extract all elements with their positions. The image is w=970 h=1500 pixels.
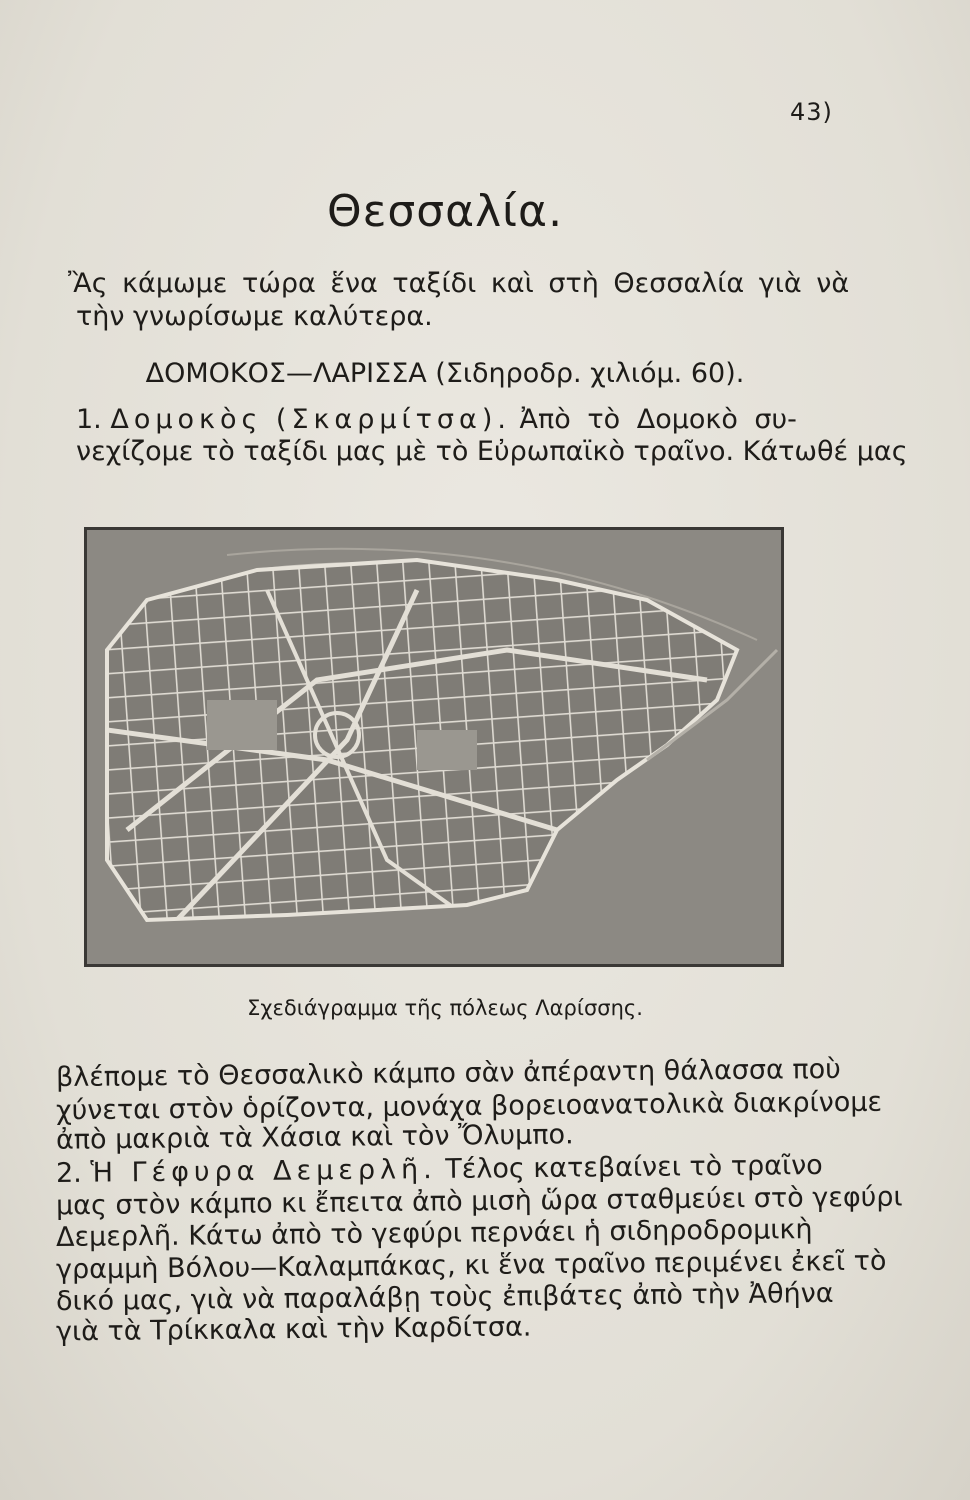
section-1-line-1 — [76, 404, 797, 436]
intro-line-1: Ἂς κάμωμε τώρα ἕνα ταξίδι καὶ στὴ Θεσσαλία γιὰ νὰ — [68, 268, 850, 299]
section-2-line-5: δικό μας, γιὰ νὰ παραλάβῃ τοὺς ἐπιβάτες ἀπὸ τὴν Ἀθήνα — [55, 1277, 834, 1318]
section-1-name: Δομοκὸς (Σκαρμίτσα). — [110, 404, 511, 435]
section-1-number: 1. — [76, 404, 102, 435]
section-2-text: Τέλος κατεβαίνει τὸ τραῖνο — [445, 1149, 823, 1185]
continuation-line-3: ἀπὸ μακριὰ τὰ Χάσια καὶ τὸν Ὄλυμπο. — [55, 1119, 574, 1156]
section-1-line-2: νεχίζομε τὸ ταξίδι μας μὲ τὸ Εὐρωπαϊκὸ τραῖνο. Κάτωθέ μας — [76, 436, 908, 467]
section-2-line-4: γραμμὴ Βόλου—Καλαμπάκας, κι ἕνα τραῖνο περιμένει ἐκεῖ τὸ — [55, 1245, 887, 1286]
continuation-line-1: βλέπομε τὸ Θεσσαλικὸ κάμπο σὰν ἀπέραντη θάλασσα ποὺ — [55, 1053, 841, 1094]
intro-line-2: τὴν γνωρίσωμε καλύτερα. — [76, 301, 433, 332]
page-number: 43) — [790, 98, 833, 126]
larissa-city-plan-image — [84, 527, 784, 967]
continuation-line-2: χύνεται στὸν ὁρίζοντα, μονάχα βορειοανατολικὰ διακρίνομε — [55, 1086, 883, 1127]
page-title: Θεσσαλία. — [326, 186, 564, 237]
figure-caption: Σχεδιάγραμμα τῆς πόλεως Λαρίσσης. — [247, 996, 643, 1020]
section-2-line-3: Δεμερλῆ. Κάτω ἀπὸ τὸ γεφύρι περνάει ἡ σιδηροδρομικὴ — [55, 1214, 813, 1253]
section-2-name: Ἡ Γέφυρα Δεμερλῆ. — [90, 1154, 437, 1189]
route-heading: ΔΟΜΟΚΟΣ—ΛΑΡΙΣΣΑ (Σιδηροδρ. χιλιόμ. 60). — [145, 358, 745, 389]
section-2-line-2: μας στὸν κάμπο κι ἔπειτα ἀπὸ μισὴ ὥρα σταθμεύει στὸ γεφύρι — [55, 1181, 903, 1222]
section-2-number: 2. — [55, 1157, 82, 1190]
section-2-line-6: γιὰ τὰ Τρίκκαλα καὶ τὴν Καρδίτσα. — [55, 1311, 532, 1348]
section-1-text: Ἀπὸ τὸ Δομοκὸ συ- — [519, 404, 797, 435]
